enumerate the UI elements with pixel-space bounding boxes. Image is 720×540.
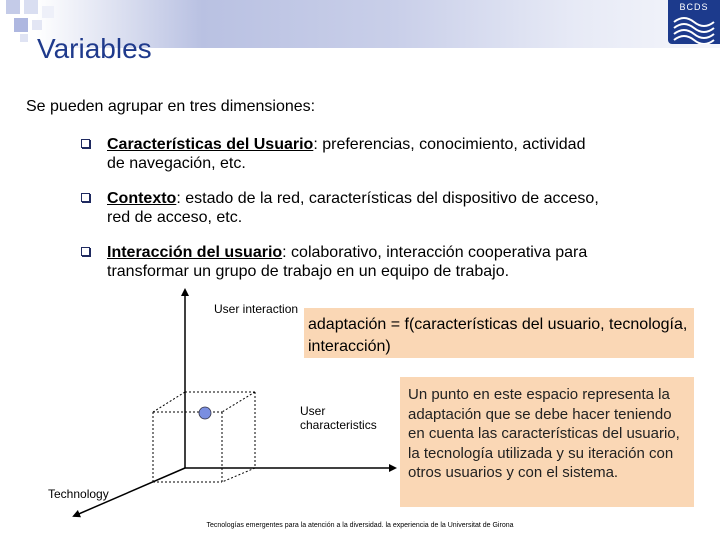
intro-text: Se pueden agrupar en tres dimensiones: [26,98,316,115]
footer-text: Tecnologías emergentes para la atención a la diversidad. la experiencia de la Universitat de Girona [206,522,514,529]
bullet-term: Características del Usuario [107,136,314,153]
formula-box: adaptación = f(características del usuario, tecnología, interacción) [304,308,694,358]
bullet-text: : preferencias, conocimiento, actividad de navegación, etc. [107,136,586,172]
bullet-term: Interacción del usuario [107,244,283,261]
adaptation-point [199,407,211,419]
bullet-term: Contexto [107,190,177,207]
logo-text: BCDS [679,2,709,12]
explanation-box: Un punto en este espacio representa la adaptación que se debe hacer teniendo en cuenta las características del usuario, la tecnología utilizada y su iteración con otros usuarios y con el sistema. [400,377,694,507]
bullet-text: : estado de la red, características del dispositivo de acceso, red de acceso, etc. [107,190,599,226]
axis-label-user-characteristics: User characteristics [300,404,377,432]
axis-label-user-interaction: User interaction [214,302,299,316]
bullet-text: : colaborativo, interacción cooperativa para transformar un grupo de trabajo en un equipo de trabajo. [107,244,588,280]
axis-label-technology: Technology [48,487,109,501]
page-title: Variables [37,33,152,64]
